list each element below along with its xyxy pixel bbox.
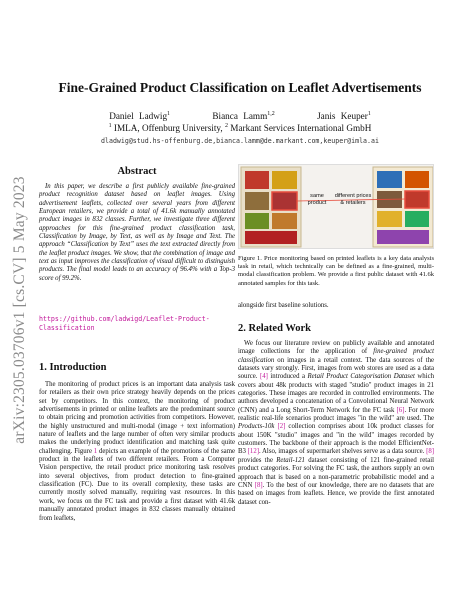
related-work-heading: 2. Related Work [238, 323, 312, 334]
paper-title: Fine-Grained Product Classification on Leaflet Advertisements [58, 80, 422, 95]
figure-caption: Figure 1. Price monitoring based on printed leaflets is a key data analysis task in retail, which technically can be defined as a fine-grained, multi-modal classification problem. We provide a first public dataset with 41.6k annotated samples for this task. [238, 255, 434, 287]
label-different-prices: different prices & retailers [334, 193, 372, 206]
leaflet-illustration [239, 165, 434, 249]
citation[interactable]: [8] [254, 481, 263, 489]
affiliation-1: IMLA, Offenburg University, [113, 123, 225, 134]
figure-ref[interactable]: 1 [93, 447, 98, 455]
citation[interactable]: [12] [247, 448, 259, 456]
affil-mark: 1 [108, 123, 112, 129]
citation[interactable]: [2] [277, 423, 286, 431]
author-name: Janis Keuper [317, 111, 368, 122]
right-col-continuation: alongside first baseline solutions. [238, 302, 329, 309]
github-link[interactable]: https://github.com/ladwigd/Leaflet-Product-Classification [39, 315, 210, 332]
abstract-body: In this paper, we describe a first publicly available fine-grained product recognition dataset based on leaflet images. Using advertisement leaflets, collected over several years from different European retailers, we provide a total of 41.6k manually annotated product images in 832 classes. Further, we investigate three different approaches for this fine-grained product classification task, Classification by Image, by Text, as well as by Image and Text. The approach “Classification by Text” uses the text extracted directly from the leaflet product images. We show, that the combination of image and text as input improves the classification of visual difficult to distinguish products. The final model leads to an accuracy of 96.4% with a Top-3 score of 99.2%. [39, 183, 235, 282]
author-mark: 1,2 [267, 111, 275, 117]
author-name: Daniel Ladwig [109, 111, 168, 122]
citation[interactable]: [8] [426, 448, 434, 456]
label-same-product: same product [307, 193, 327, 206]
affiliations [40, 123, 440, 133]
related-work-body: We focus our literature review on publicly available and annotated image collections for the application of fine-grained product classification on images in a retail context. The data sources of the datasets vary strongly. First, images from web stores are used as a data source. [4] introduced a Retail Product Categorisation Dataset which covers about 48k products with staged "studio" product images in 21 categories. These images are recorded in controlled environments. The authors developed a concatenation of a Convolutional Neural Network (CNN) and a Long Short-Term Network for the FC task [6]. For more realistic real-life scenarios product images "in the wild" are used. The Products-10k [2] collection comprises about 10k product classes for about 150K "studio" images and "in the wild" images recorded by customers. The backbone of their approach is the model EfficientNet-B3 [12]. Also, images of supermarket shelves serve as a data source. [8] provides the Retail-121 dataset consisting of 121 fine-grained retail product categories. For solving the FC task, the authors supply an own approach that is based on a non-parametric probabilistic model and a CNN [8]. To the best of our knowledge, there are no datasets that are based on images from leaflets. Hence, we provide the first annotated dataset con- [238, 340, 434, 506]
affiliation-2: Markant Services International GmbH [230, 123, 372, 134]
author-mark: 1 [167, 111, 171, 117]
citation[interactable]: [4] [259, 373, 268, 381]
author-list [40, 111, 440, 121]
author-emails: dladwig@stud.hs-offenburg.de,bianca.lamm@de.markant.com,keuper@imla.ai [101, 137, 379, 145]
arxiv-sidebar-id: arXiv:2305.03706v1 [cs.CV] 5 May 2023 [11, 176, 28, 444]
abstract-heading: Abstract [117, 166, 157, 177]
author-mark: 1 [367, 111, 371, 117]
intro-heading: 1. Introduction [39, 362, 107, 373]
figure-leaflets [238, 164, 434, 249]
author-name: Bianca Lamm [212, 111, 268, 122]
intro-body: The monitoring of product prices is an important data analysis task for retailers as their own price strategy heavily depends on the prices set by competitors. In this context, the monitoring of product advertisements in printed or online leaflets are the predominant source to obtain pricing and promotion activities from competitors. However, the highly unstructured and multi-modal (image + text information) nature of leaflets and the large number of often very similar products makes the underlying product identification and matching task quite challenging. Figure 1 depicts an example of the promotions of the same product in the leaflets of two different retailers. From a Computer Vision perspective, the retail product price monitoring task resolves into several objectives, from product detection to fine-grained classification (FC). Due to its overall complexity, these tasks are currently mostly solved manually, requiring vast resources. In this work, we focus on the FC task and provide a first dataset with 41.6k manually annotated product images in 832 classes manually obtained from leaflets, [39, 381, 235, 522]
citation[interactable]: [6] [396, 406, 405, 414]
affil-mark: 2 [225, 123, 228, 129]
